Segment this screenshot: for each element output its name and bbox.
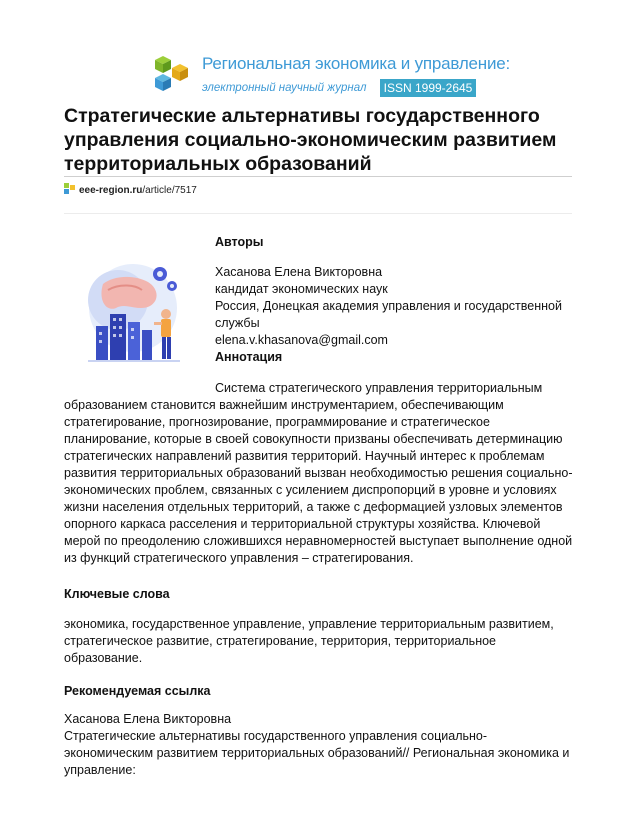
- source-domain: eee-region.ru: [79, 185, 143, 196]
- author-affiliation: Россия, Донецкая академия управления и государственной службы: [215, 299, 562, 330]
- keywords-heading: Ключевые слова: [64, 587, 170, 601]
- site-favicon-icon: [64, 183, 76, 195]
- abstract-text: Система стратегического управления территориальным образованием становится важнейшим инструментарием, обеспечивающим стратегирование, прогнозирование, программирование и стратегическое планирование, которые в своей совокупности призваны обеспечивать детерминацию стратегических направлений развития территорий. Научный интерес к проблемам развития территориальных образований вызван необходимостью решения социально-экономических проблем, связанных с усилением диспропорций в уровне и условиях жизни населения отдельных территорий, а также с деформацией узловых элементов опорного каркаса расселения и территориальной структуры хозяйства. Ключевой мерой по преодолению сложившихся неравномерностей выступает выполнение одной из функций стратегического управления – стратегирования.: [64, 381, 573, 565]
- abstract-heading: Аннотация: [215, 350, 283, 364]
- section-divider: [64, 213, 572, 214]
- globe-city-person-illustration-icon: [78, 256, 188, 368]
- article-title: Стратегические альтернативы государственного управления социально-экономическим развитием территориальных образований: [64, 105, 557, 175]
- journal-title: Региональная экономика и управление:: [202, 54, 511, 73]
- citation-author: Хасанова Елена Викторовна: [64, 712, 232, 726]
- author-name: Хасанова Елена Викторовна: [215, 265, 383, 279]
- authors-heading: Авторы: [215, 235, 264, 249]
- cubes-logo-icon: [150, 54, 194, 96]
- source-link[interactable]: [64, 183, 197, 197]
- source-path: /article/7517: [142, 185, 197, 196]
- citation-heading: Рекомендуемая ссылка: [64, 684, 211, 698]
- issn-badge: ISSN 1999-2645: [380, 79, 476, 97]
- citation-block: [64, 711, 574, 779]
- author-email: elena.v.khasanova@gmail.com: [215, 333, 388, 347]
- journal-subtitle: электронный научный журнал: [202, 82, 367, 94]
- title-divider: [64, 176, 572, 177]
- journal-masthead: [150, 52, 511, 98]
- keywords-text: экономика, государственное управление, управление территориальным развитием, стратегическое развитие, стратегирование, территория, территориальное образование.: [64, 617, 554, 665]
- author-degree: кандидат экономических наук: [215, 282, 388, 296]
- author-info: [215, 264, 575, 349]
- citation-text: Стратегические альтернативы государственного управления социально-экономическим развитием территориальных образований// Региональная экономика и управление:: [64, 729, 570, 777]
